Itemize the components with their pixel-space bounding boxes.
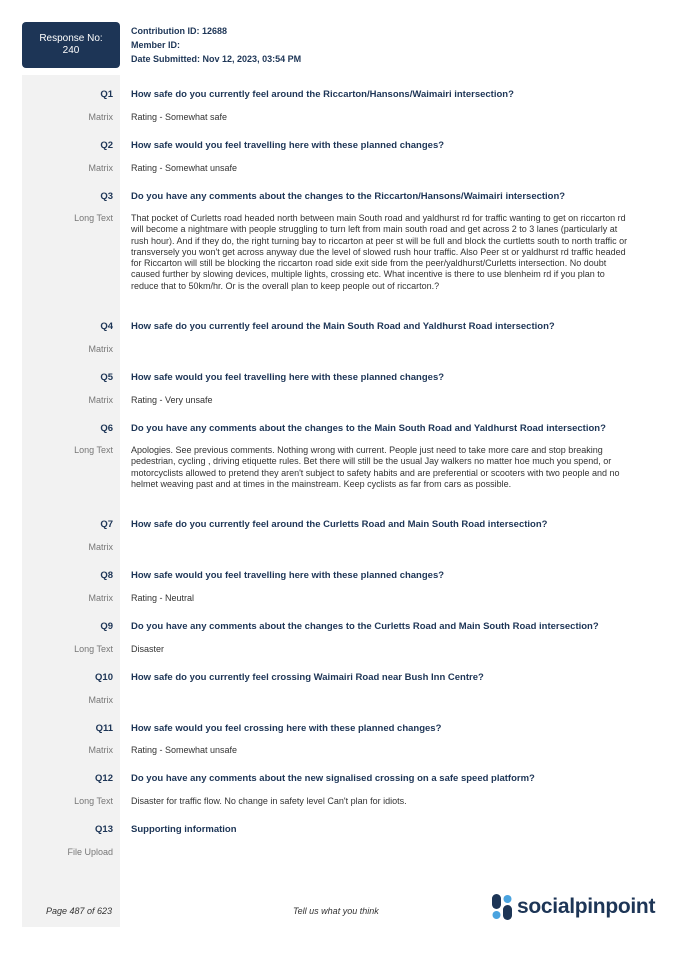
- answer-text: That pocket of Curletts road headed north between main South road and yaldhurst rd for traffic wanting to get on riccarton rd will become a nightmare with people struggling to turn left from main south road and get across 2 to 3 lanes (particularly at rush hour). And if they do, the right turning bay to riccarton at peer st will be full and block the curtletts south to north traffic or transversely you won't get across anyway due the level of slowed rush hour traffic. Also Peer st or yaldhurst rd traffic headed for Riccarton will still be blocking the riccarton road side exit side from the peer/yaldhurst/Curletts intersection. No doubt caused further by slowing devices, multiple lights, crossing etc. What incentive is there to use blenheim rd if you plan to reduce that to 50km/hr. Or is the overall plan to keep people out of riccarton.?: [131, 213, 628, 291]
- question-type: Matrix: [88, 695, 113, 705]
- question-number: Q6: [100, 423, 113, 434]
- question-text: Do you have any comments about the changes to the Riccarton/Hansons/Waimairi intersection?: [131, 191, 566, 202]
- question-text: Do you have any comments about the changes to the Main South Road and Yaldhurst Road intersection?: [131, 423, 606, 434]
- response-number: 240: [62, 45, 80, 56]
- question-number: Q1: [100, 89, 113, 100]
- answer-text: Rating - Neutral: [131, 593, 195, 603]
- response-badge: [22, 22, 120, 68]
- question-type: Long Text: [74, 644, 113, 654]
- question-type: Long Text: [74, 213, 113, 223]
- question-type: Long Text: [74, 445, 113, 455]
- question-number: Q13: [95, 824, 113, 835]
- question-text: How safe do you currently feel around the Main South Road and Yaldhurst Road intersection?: [131, 321, 555, 332]
- contribution-label: Contribution ID:: [131, 26, 200, 36]
- question-number: Q2: [100, 140, 113, 151]
- question-text: How safe do you currently feel crossing Waimairi Road near Bush Inn Centre?: [131, 672, 484, 683]
- contribution-id: 12688: [202, 26, 228, 36]
- pinpoint-logo-icon: [492, 894, 512, 920]
- question-number: Q4: [100, 321, 113, 332]
- question-text: How safe would you feel travelling here with these planned changes?: [131, 372, 445, 383]
- question-type: Matrix: [88, 163, 113, 173]
- date-submitted: Nov 12, 2023, 03:54 PM: [202, 54, 302, 64]
- question-text: How safe would you feel travelling here with these planned changes?: [131, 570, 445, 581]
- answer-text: Rating - Very unsafe: [131, 395, 213, 405]
- question-number: Q12: [95, 773, 113, 784]
- footer-tagline: Tell us what you think: [293, 906, 379, 916]
- question-type: Long Text: [74, 796, 113, 806]
- question-type: Matrix: [88, 542, 113, 552]
- question-type: Matrix: [88, 745, 113, 755]
- answer-text: Disaster: [131, 644, 165, 654]
- answer-text: Rating - Somewhat safe: [131, 112, 228, 122]
- question-text: How safe do you currently feel around the Curletts Road and Main South Road intersection?: [131, 519, 548, 530]
- socialpinpoint-logo: [492, 894, 655, 920]
- brand-name: socialpinpoint: [517, 895, 656, 918]
- question-type: Matrix: [88, 344, 113, 354]
- question-number: Q10: [95, 672, 113, 683]
- question-number: Q9: [100, 621, 113, 632]
- answer-text: Disaster for traffic flow. No change in safety level Can't plan for idiots.: [131, 796, 407, 806]
- answer-text: Apologies. See previous comments. Nothing wrong with current. People just need to take more care and stop breaking pedestrian, cycling , driving etiquette rules. Bet there will still be the usual Jay walkers no matter hoe much you spend, or motorcyclists allowed to pretend they aren't subject to safety habits and are preferential or scooters with two people and no helmet weaving past and at times in the mainstream. Keep cyclists as far from cars as possible.: [131, 445, 620, 489]
- answer-text: Rating - Somewhat unsafe: [131, 163, 238, 173]
- member-label: Member ID:: [131, 40, 181, 50]
- question-number: Q5: [100, 372, 113, 383]
- question-text: Supporting information: [131, 824, 237, 835]
- question-number: Q8: [100, 570, 113, 581]
- question-text: How safe would you feel travelling here with these planned changes?: [131, 140, 445, 151]
- response-label: Response No:: [39, 33, 103, 44]
- date-label: Date Submitted:: [131, 54, 201, 64]
- question-type: Matrix: [88, 593, 113, 603]
- question-number: Q11: [95, 723, 113, 734]
- question-number: Q3: [100, 191, 113, 202]
- question-text: How safe do you currently feel around the Riccarton/Hansons/Waimairi intersection?: [131, 89, 514, 100]
- question-type: File Upload: [67, 847, 113, 857]
- submission-meta: [131, 24, 301, 66]
- question-type: Matrix: [88, 395, 113, 405]
- answer-text: Rating - Somewhat unsafe: [131, 745, 238, 755]
- page-number: Page 487 of 623: [46, 906, 113, 916]
- question-text: How safe would you feel crossing here with these planned changes?: [131, 723, 442, 734]
- question-type: Matrix: [88, 112, 113, 122]
- question-number: Q7: [100, 519, 113, 530]
- question-text: Do you have any comments about the changes to the Curletts Road and Main South Road intersection?: [131, 621, 599, 632]
- question-text: Do you have any comments about the new signalised crossing on a safe speed platform?: [131, 773, 535, 784]
